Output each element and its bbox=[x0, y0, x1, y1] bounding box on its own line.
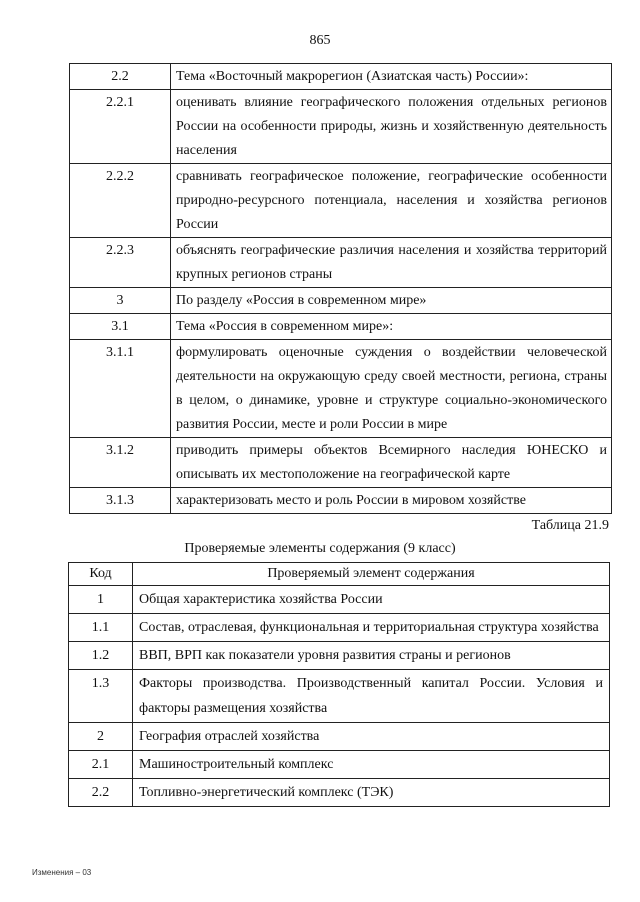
row-text: формулировать оценочные суждения о воздействии человеческой деятельности на окружающую среду своей местности, региона, страны в целом, о динамике, уровне и структуре социально-экономического развития России, месте и роли России в мире bbox=[171, 340, 612, 438]
table-row bbox=[69, 642, 610, 670]
table-row bbox=[70, 314, 612, 340]
row-code: 2.2 bbox=[69, 779, 133, 807]
page-number: 865 bbox=[309, 33, 331, 48]
outcomes-table bbox=[69, 63, 612, 514]
header-code: Код bbox=[69, 563, 133, 586]
row-code: 1 bbox=[69, 586, 133, 614]
row-code: 3 bbox=[70, 288, 171, 314]
footer-revision: Изменения – 03 bbox=[32, 868, 92, 877]
row-text: Тема «Россия в современном мире»: bbox=[171, 314, 612, 340]
row-code: 3.1.1 bbox=[70, 340, 171, 438]
row-text: Общая характеристика хозяйства России bbox=[133, 586, 610, 614]
table-title: Проверяемые элементы содержания (9 класс) bbox=[184, 541, 456, 556]
row-code: 2.1 bbox=[69, 751, 133, 779]
table-row bbox=[70, 90, 612, 164]
row-text: Топливно-энергетический комплекс (ТЭК) bbox=[133, 779, 610, 807]
row-code: 1.2 bbox=[69, 642, 133, 670]
row-code: 1.1 bbox=[69, 614, 133, 642]
row-code: 3.1.3 bbox=[70, 488, 171, 514]
table-row bbox=[69, 751, 610, 779]
header-row bbox=[69, 563, 610, 586]
content-elements-table bbox=[68, 562, 610, 807]
row-text: объяснять географические различия населения и хозяйства территорий крупных регионов страны bbox=[171, 238, 612, 288]
table-row bbox=[70, 164, 612, 238]
row-text: Машиностроительный комплекс bbox=[133, 751, 610, 779]
header-element: Проверяемый элемент содержания bbox=[133, 563, 610, 586]
table-row bbox=[69, 723, 610, 751]
table-row bbox=[70, 340, 612, 438]
row-text: Состав, отраслевая, функциональная и территориальная структура хозяйства bbox=[133, 614, 610, 642]
table-row bbox=[70, 438, 612, 488]
row-code: 2.2.3 bbox=[70, 238, 171, 288]
table-row bbox=[69, 779, 610, 807]
row-code: 2.2.2 bbox=[70, 164, 171, 238]
row-code: 2.2 bbox=[70, 64, 171, 90]
row-text: По разделу «Россия в современном мире» bbox=[171, 288, 612, 314]
row-text: География отраслей хозяйства bbox=[133, 723, 610, 751]
row-text: оценивать влияние географического положения отдельных регионов России на особенности природы, жизнь и хозяйственную деятельность населения bbox=[171, 90, 612, 164]
table-row bbox=[69, 586, 610, 614]
table-row bbox=[70, 64, 612, 90]
row-text: Тема «Восточный макрорегион (Азиатская часть) России»: bbox=[171, 64, 612, 90]
table-row bbox=[70, 238, 612, 288]
row-code: 2 bbox=[69, 723, 133, 751]
row-code: 1.3 bbox=[69, 670, 133, 723]
table-row bbox=[69, 670, 610, 723]
row-text: Факторы производства. Производственный капитал России. Условия и факторы размещения хозяйства bbox=[133, 670, 610, 723]
row-text: ВВП, ВРП как показатели уровня развития страны и регионов bbox=[133, 642, 610, 670]
table-row bbox=[70, 488, 612, 514]
row-code: 2.2.1 bbox=[70, 90, 171, 164]
row-code: 3.1.2 bbox=[70, 438, 171, 488]
row-code: 3.1 bbox=[70, 314, 171, 340]
table-row bbox=[69, 614, 610, 642]
row-text: сравнивать географическое положение, географические особенности природно-ресурсного потенциала, населения и хозяйства регионов России bbox=[171, 164, 612, 238]
table-number: Таблица 21.9 bbox=[531, 518, 609, 533]
row-text: характеризовать место и роль России в мировом хозяйстве bbox=[171, 488, 612, 514]
table-row bbox=[70, 288, 612, 314]
row-text: приводить примеры объектов Всемирного наследия ЮНЕСКО и описывать их местоположение на географической карте bbox=[171, 438, 612, 488]
